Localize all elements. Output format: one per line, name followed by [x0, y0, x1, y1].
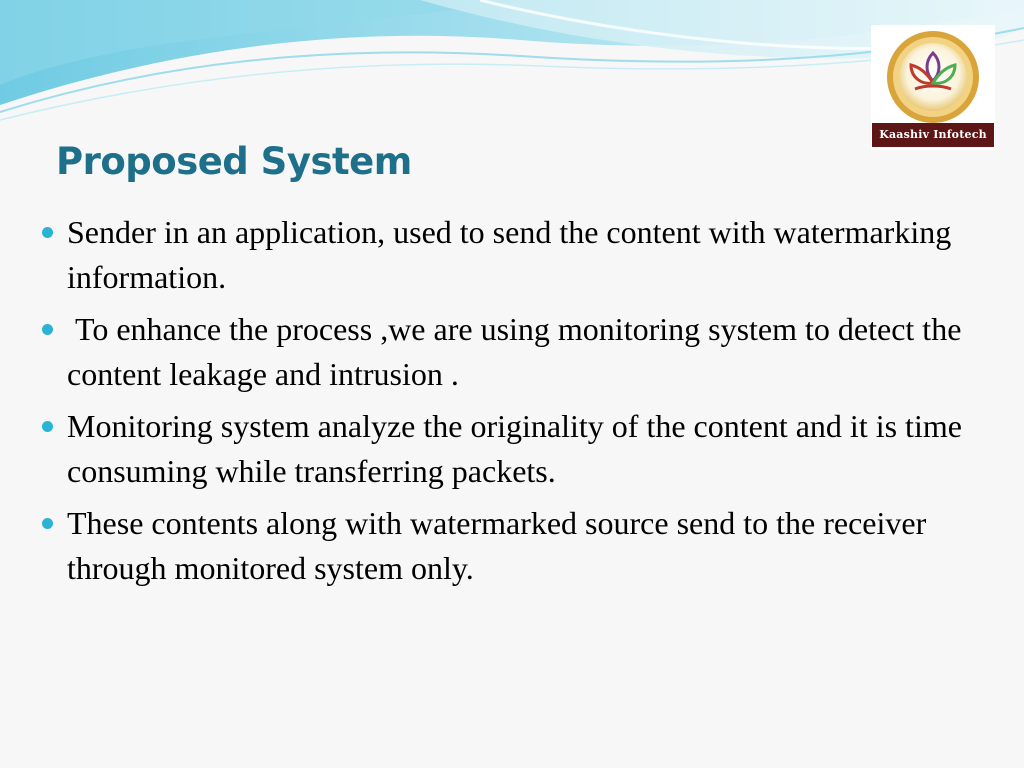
- bullet-item: [38, 210, 978, 300]
- bullet-text: These contents along with watermarked source send to the receiver through monitored system only.: [67, 505, 927, 586]
- bullet-list: [38, 210, 978, 598]
- bullet-item: [38, 307, 978, 397]
- bullet-dot-icon: [42, 227, 53, 238]
- bullet-item: [38, 501, 978, 591]
- bullet-text: To enhance the process ,we are using monitoring system to detect the content leakage and intrusion .: [67, 311, 962, 392]
- seal-lotus-icon: [871, 25, 995, 125]
- slide-title: Proposed System: [56, 140, 412, 183]
- bullet-dot-icon: [42, 518, 53, 529]
- logo-caption: Kaashiv Infotech: [872, 123, 994, 147]
- bullet-text: Monitoring system analyze the originality of the content and it is time consuming while transferring packets.: [67, 408, 962, 489]
- company-logo: [871, 25, 995, 150]
- bullet-text: Sender in an application, used to send the content with watermarking information.: [67, 214, 952, 295]
- bullet-item: [38, 404, 978, 494]
- bullet-dot-icon: [42, 421, 53, 432]
- bullet-dot-icon: [42, 324, 53, 335]
